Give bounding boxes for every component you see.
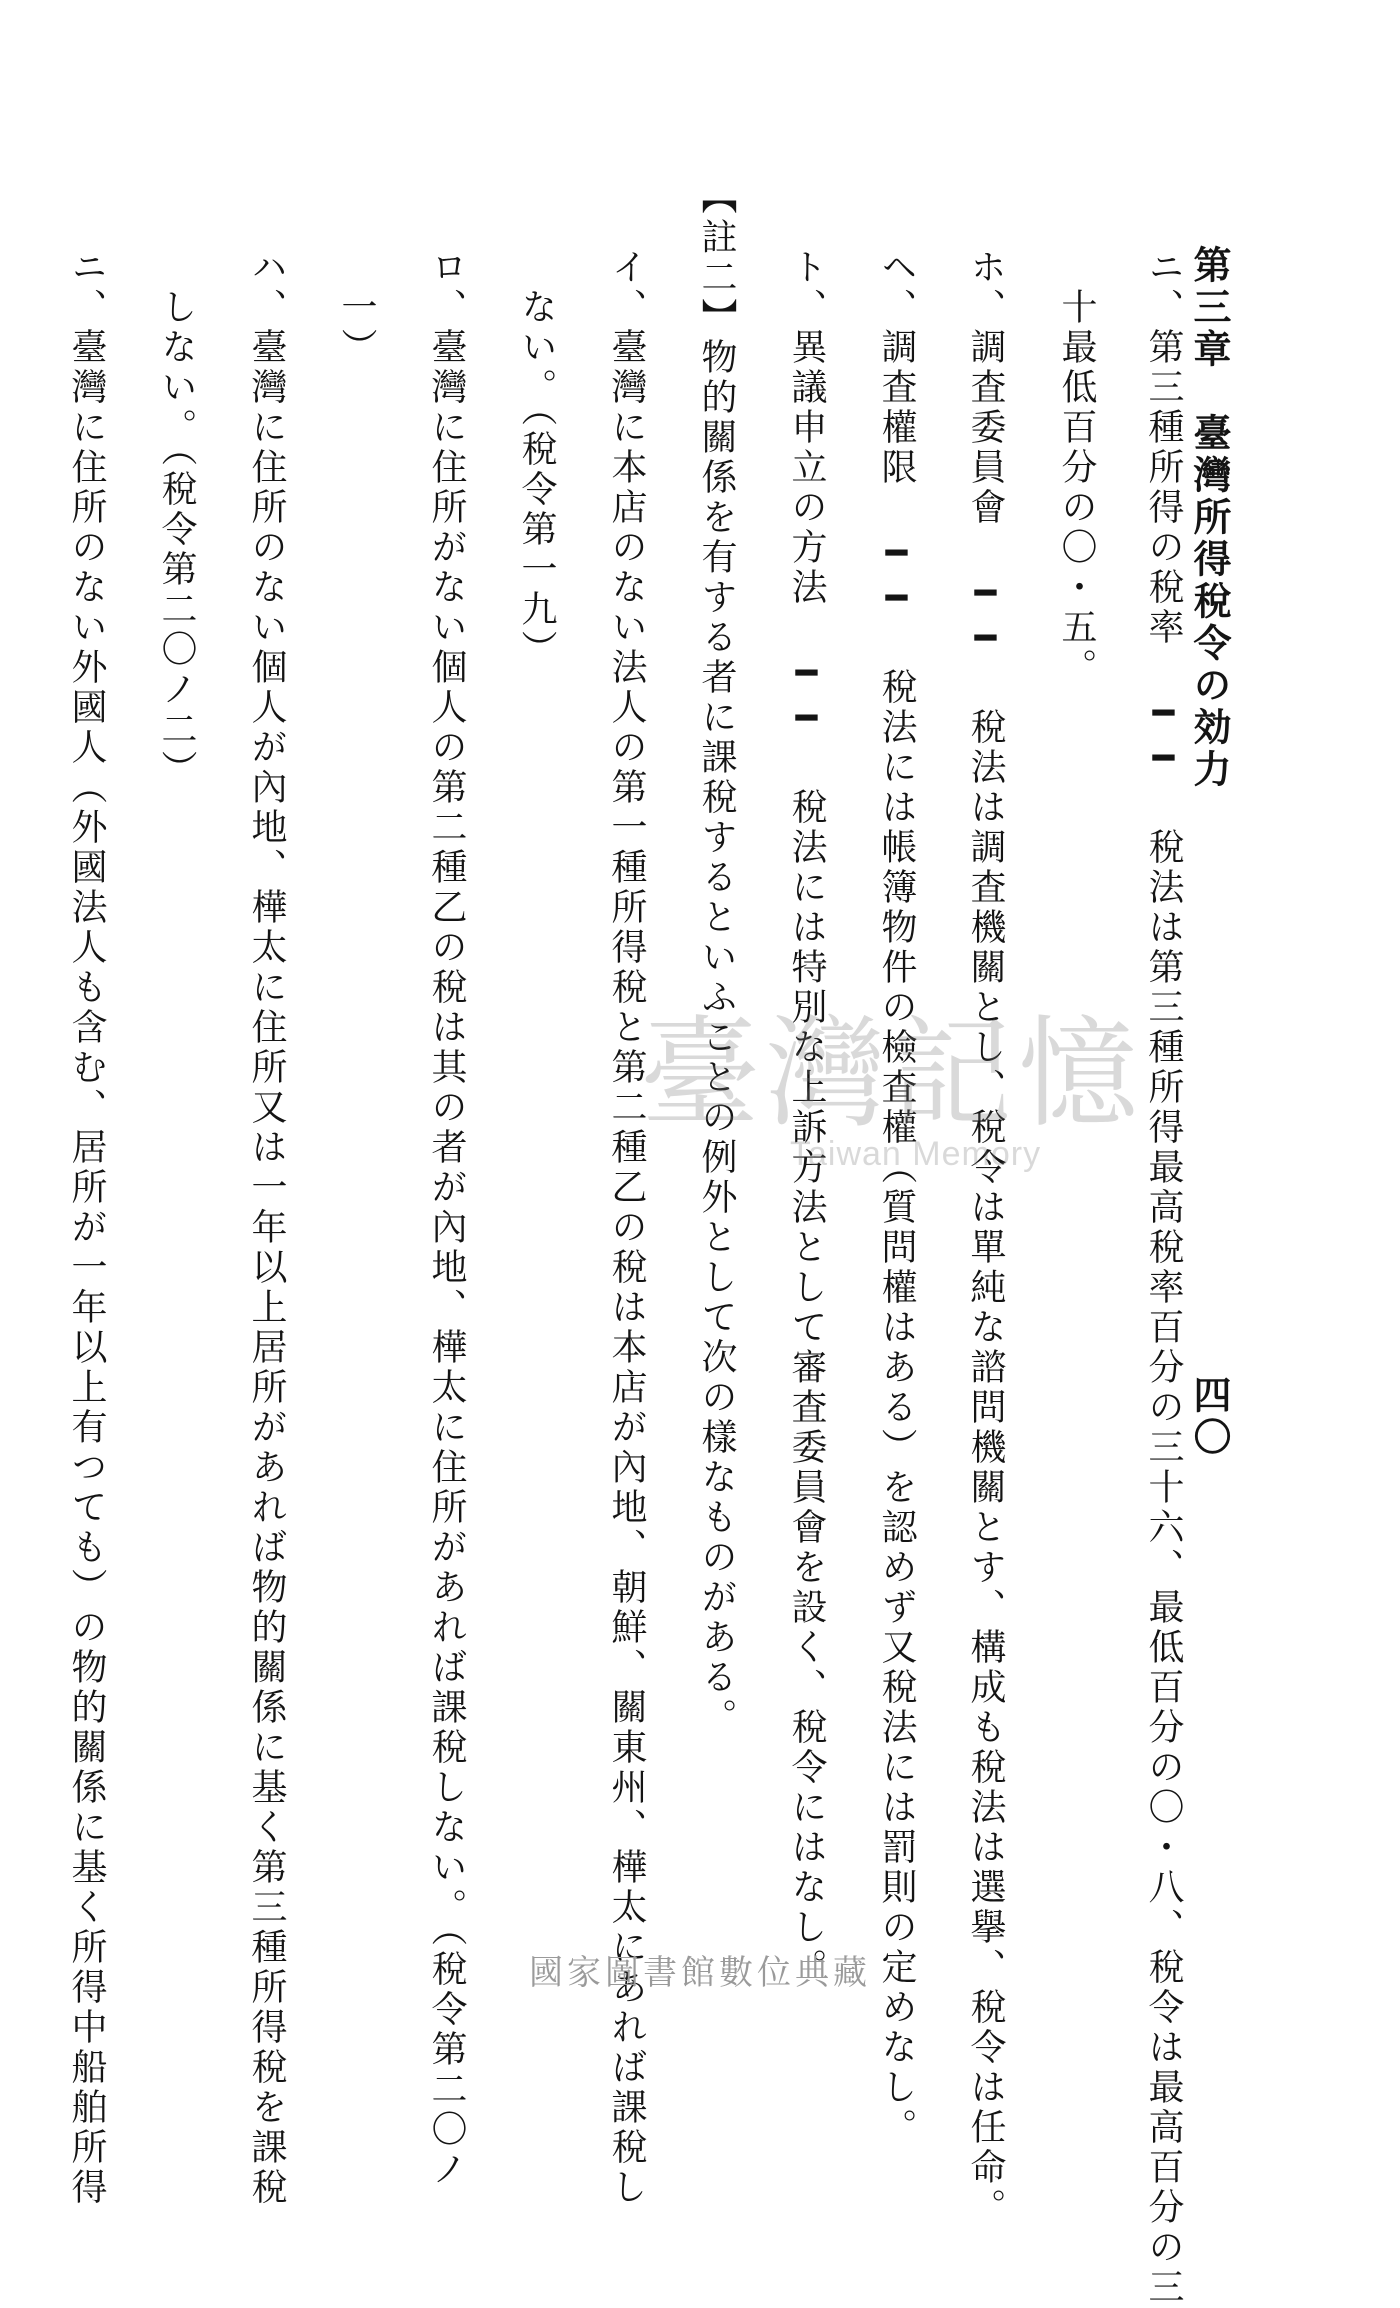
chapter-title: 第三章 臺灣所得稅令の効力 <box>1187 245 1232 791</box>
text-column: ロ、臺灣に住所がない個人の第二種乙の稅は其の者が內地、樺太に住所があれば課稅しない。（稅令第二〇ノ <box>426 248 467 2190</box>
watermark-en-text: Taiwan Memory <box>790 1135 1042 1173</box>
text-column: しない。（稅令第二〇ノ二） <box>156 288 197 790</box>
text-column: ハ、臺灣に住所のない個人が內地、樺太に住所又は一年以上居所があれば物的關係に基く第三種所得稅を課稅 <box>246 248 287 2208</box>
text-column: 一） <box>336 288 377 368</box>
text-column: ホ、調査委員會 ━━ 稅法は調査機關とし、稅令は單純な諮問機關とす、構成も稅法は選擧、稅令は任命。 <box>965 248 1006 2228</box>
text-column: 十最低百分の〇・五。 <box>1056 288 1097 688</box>
text-column: ニ、第三種所得の稅率 ━━ 稅法は第三種所得最高稅率百分の三十六、最低百分の〇・八、稅令は最高百分の三 <box>1143 248 1184 2308</box>
watermark-cjk-text: 臺灣記憶 <box>640 1005 1144 1144</box>
text-column: ない。（稅令第一九） <box>516 288 557 670</box>
taiwan-memory-watermark <box>640 1005 1144 1200</box>
text-column: イ、臺灣に本店のない法人の第一種所得稅と第二種乙の稅は本店が內地、朝鮮、關東州、樺太にあれば課稅し <box>606 248 647 2208</box>
text-column: ヘ、調査權限 ━━ 稅法には帳簿物件の檢査權（質問權はある）を認めず又稅法には罰則の定めなし。 <box>876 248 917 2148</box>
annotation-heading: 【註二】物的關係を有する者に課稅するといふことの例外として次の樣なものがある。 <box>696 178 737 1738</box>
text-column: ニ、臺灣に住所のない外國人（外國法人も含む、居所が一年以上有つても）の物的關係に基く所得中船舶所得 <box>66 248 107 2208</box>
footer-archive-label: 國家圖書館數位典藏 <box>529 1953 871 1993</box>
text-column: ト、異議申立の方法 ━━ 稅法には特別な上訴方法として審査委員會を設く、稅令にはなし。 <box>786 248 827 1988</box>
page-number: 四〇 <box>1187 1375 1232 1459</box>
